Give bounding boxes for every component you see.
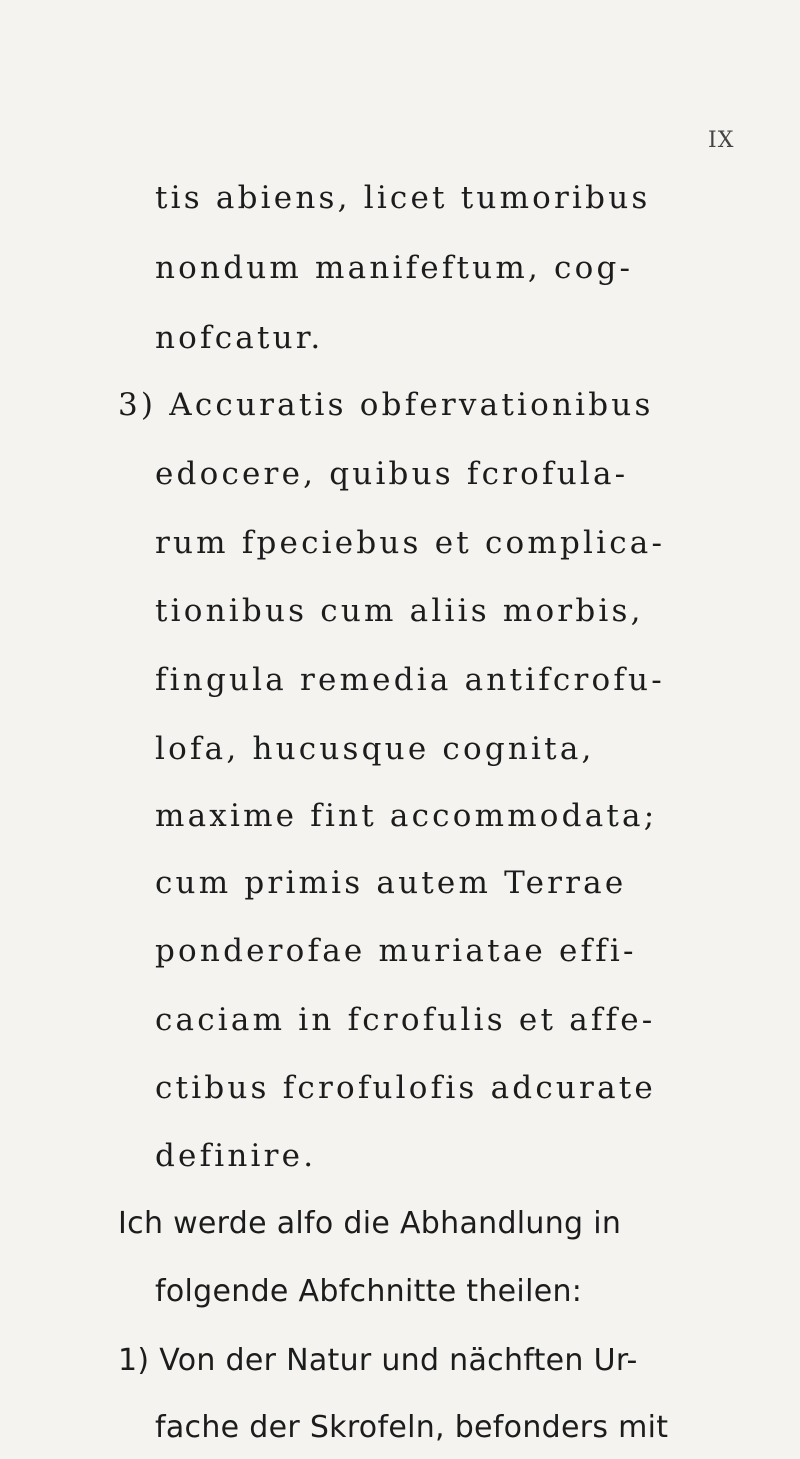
text-line: tis abiens, licet tumoribus	[155, 180, 651, 216]
text-line: cum primis autem Terrae	[155, 865, 627, 901]
text-line: maxime fint accommodata;	[155, 798, 658, 834]
text-line: 3) Accuratis obfervationibus	[118, 387, 654, 423]
text-line: Ich werde alfo die Abhandlung in	[118, 1206, 622, 1241]
text-line: definire.	[155, 1138, 317, 1174]
text-line: edocere, quibus fcrofula-	[155, 456, 629, 492]
text-line: ponderofae muriatae effi-	[155, 933, 637, 969]
text-line: fingula remedia antifcrofu-	[155, 662, 665, 698]
text-line: nondum manifeftum, cog-	[155, 250, 634, 286]
text-line: 1) Von der Natur und nächften Ur-	[118, 1343, 638, 1378]
text-line: fache der Skrofeln, befonders mit	[155, 1410, 669, 1445]
text-line: ctibus fcrofulofis adcurate	[155, 1070, 656, 1106]
text-line: lofa, hucusque cognita,	[155, 731, 595, 767]
text-line: nofcatur.	[155, 320, 324, 356]
text-line: folgende Abfchnitte theilen:	[155, 1274, 583, 1309]
page-number: IX	[708, 128, 735, 153]
text-line: rum fpeciebus et complica-	[155, 525, 666, 561]
text-line: caciam in fcrofulis et affe-	[155, 1002, 656, 1038]
text-line: tionibus cum aliis morbis,	[155, 593, 644, 629]
